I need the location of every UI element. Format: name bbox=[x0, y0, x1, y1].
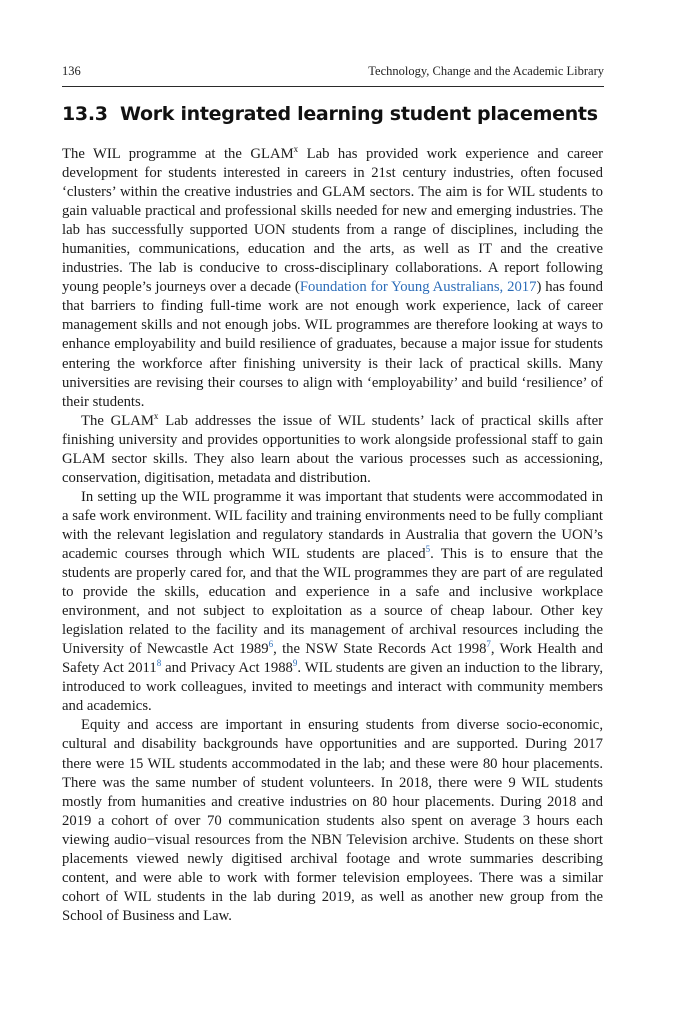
running-title: Technology, Change and the Academic Library bbox=[368, 64, 604, 78]
paragraph-4 bbox=[62, 716, 603, 926]
footnote-ref-8[interactable]: 8 bbox=[156, 658, 162, 669]
text-run: Lab has provided work experience and career development for students interested in careers in 21st century industries, often focused ‘clusters’ within the creative industries and GLAM sectors. The aim is for WIL students to gain valuable practical and professional skills needed for new and emerging industries. The lab has successfully supported UON students from a range of disciplines, including the humanities, communications, education and the arts, as well as IT and the creative industries. The lab is conducive to cross-disciplinary collaborations. A report following young people’s journeys over a decade ( bbox=[62, 146, 603, 296]
footnote-ref-6[interactable]: 6 bbox=[268, 639, 274, 650]
text-run: , Work Health and Safety Act 2011 bbox=[62, 641, 603, 677]
section-number: 13.3 bbox=[62, 103, 108, 125]
text-run: . WIL students are given an induction to the library, introduced to work colleagues, invited to meetings and interact with community members and academics. bbox=[62, 660, 603, 715]
text-run: and Privacy Act 1988 bbox=[161, 660, 293, 677]
running-header bbox=[62, 64, 604, 82]
text-run: , the NSW State Records Act 1998 bbox=[273, 641, 487, 658]
footnote-ref-9[interactable]: 9 bbox=[292, 658, 298, 669]
section-heading bbox=[62, 103, 622, 125]
body-text bbox=[62, 145, 603, 926]
section-title: Work integrated learning student placements bbox=[120, 103, 598, 125]
footnote-ref-7[interactable]: 7 bbox=[486, 639, 491, 650]
citation-link[interactable]: Foundation for Young Australians, 2017 bbox=[299, 279, 537, 296]
text-run: Lab addresses the issue of WIL students’ lack of practical skills after finishing university and provides opportunities to work alongside professional staff to gain GLAM sector skills. They also learn about the various processes such as accessioning, conservation, digitisation, metadata and distribution. bbox=[62, 412, 603, 486]
footnote-ref-5[interactable]: 5 bbox=[425, 543, 431, 554]
paragraph-1 bbox=[62, 145, 603, 412]
page-number: 136 bbox=[62, 64, 81, 78]
header-rule bbox=[62, 86, 604, 87]
text-run: . This is to ensure that the students are properly cared for, and that the WIL programmes they are part of are regulated to provide the skills, education and experience in a safe and inclusive workplace environment, and not subject to exploitation as a source of cheap labour. Other key legislation related to the facility and its management of archival resources including the University of Newcastle Act 1989 bbox=[62, 545, 603, 658]
text-run: The WIL programme at the GLAM bbox=[62, 146, 294, 162]
superscript: x bbox=[153, 410, 159, 421]
text-run: The GLAM bbox=[81, 412, 154, 429]
text-run: ) has found that barriers to finding full-time work are not enough work experience, lack of career management skills and not enough jobs. WIL programmes are therefore looking at ways to enhance employability and build resilience of graduates, because a major issue for students entering the workforce after finishing university is their lack of practical skills. Many universities are revising their courses to align with ‘employability’ and build ‘resilience’ of their students. bbox=[62, 279, 603, 410]
paragraph-2 bbox=[62, 412, 603, 488]
text-run: Equity and access are important in ensuring students from diverse socio-economic, cultural and disability backgrounds have opportunities and are supported. During 2017 there were 15 WIL students accommodated in the lab; and these were 80 hour placements. There was the same number of student volunteers. In 2018, there were 9 WIL students mostly from humanities and creative industries on 80 hour placements. During 2018 and 2019 a cohort of over 70 communication students also spent on average 3 hours each viewing audio−visual resources from the NBN Television archive. Students on these short placements viewed newly digitised archival footage and wrote summaries describing content, and were able to work with former television employees. There was a similar cohort of WIL students in the lab during 2019, as well as another new group from the School of Business and Law. bbox=[62, 717, 603, 924]
paragraph-3 bbox=[62, 488, 603, 717]
text-run: In setting up the WIL programme it was important that students were accommodated in a safe work environment. WIL facility and training environments need to be fully compliant with the relevant legislation and regulatory standards in Australia that govern the UON’s academic courses through which WIL students are placed bbox=[62, 488, 603, 562]
superscript: x bbox=[293, 144, 299, 154]
